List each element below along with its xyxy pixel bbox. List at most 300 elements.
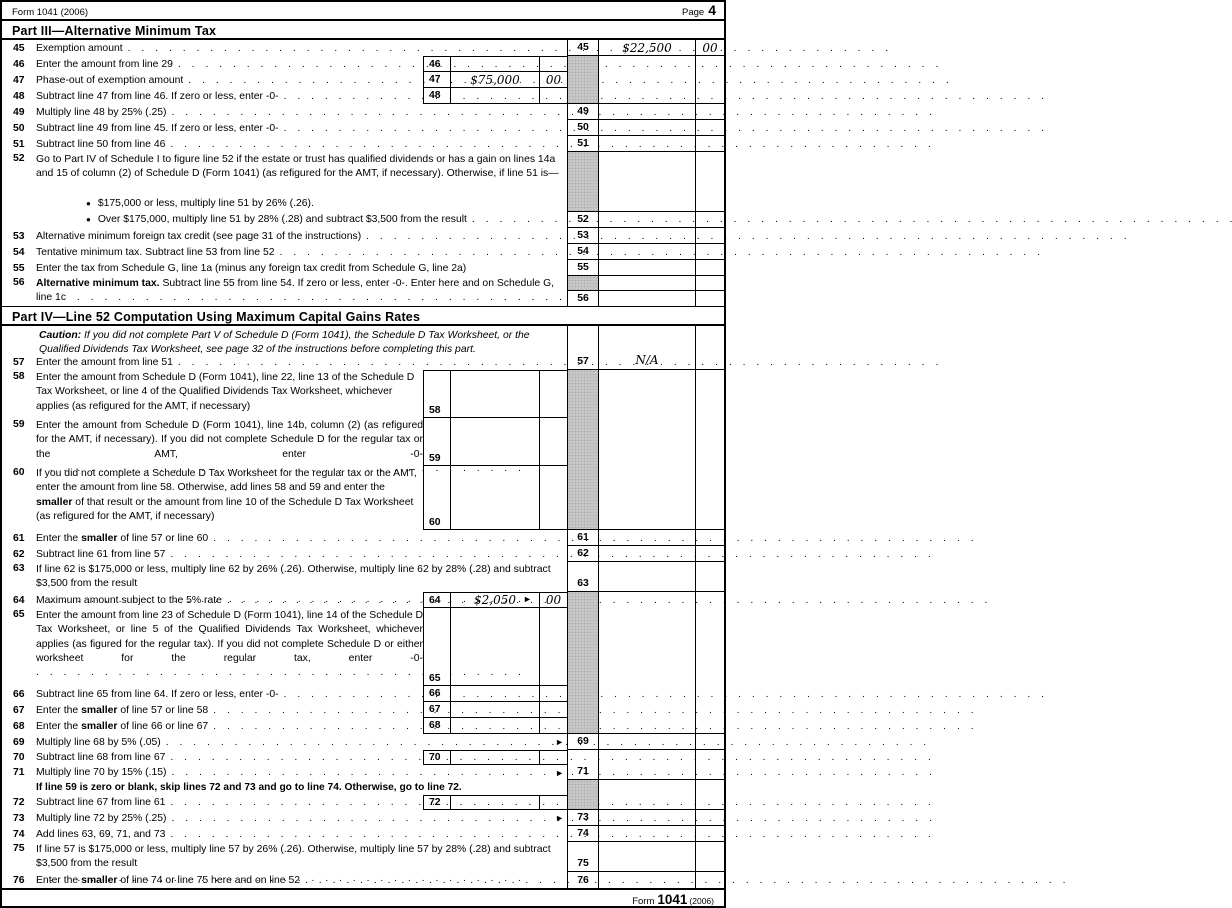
line-number: 63 bbox=[13, 563, 25, 574]
form-line-75 bbox=[2, 842, 567, 872]
part4-title: Part IV—Line 52 Computation Using Maximum Capital Gains Rates bbox=[2, 306, 724, 326]
dot-leader bbox=[300, 875, 567, 886]
right-row bbox=[568, 56, 724, 103]
line-text bbox=[36, 689, 279, 700]
line-73-cents-field[interactable] bbox=[696, 810, 724, 825]
entry-box-number: 46 bbox=[424, 57, 451, 71]
line-62-cents-field[interactable] bbox=[696, 546, 724, 561]
line-51-amount-field[interactable] bbox=[599, 136, 696, 151]
line-text bbox=[36, 91, 279, 102]
text-segment: Enter the amount from Schedule D (Form 1041), line 14b, column (2) (as refigured for the AMT, if necessary). If you did not complete Schedule D for the regular tax or the AMT, enter -0- bbox=[36, 420, 423, 460]
right-entry-cell bbox=[567, 56, 724, 104]
text-segment: Multiply line 48 by 25% (.25) bbox=[36, 106, 167, 118]
line-text bbox=[36, 43, 123, 54]
right-line-number: 73 bbox=[568, 810, 599, 825]
caution-note bbox=[2, 326, 567, 354]
line-text bbox=[36, 276, 567, 306]
line-59-amount-field[interactable] bbox=[451, 418, 540, 465]
text-segment: $175,000 or less, multiply line 51 by 26% (.26). bbox=[97, 197, 314, 209]
dot-leader bbox=[167, 767, 554, 778]
cents-area bbox=[696, 370, 724, 529]
dot-leader bbox=[222, 595, 423, 606]
bullet-icon: ● bbox=[86, 214, 91, 224]
line-text bbox=[36, 263, 466, 274]
right-line-number: 76 bbox=[568, 872, 599, 888]
arrow-icon: ► bbox=[555, 737, 564, 747]
text-segment: smaller bbox=[81, 874, 118, 886]
text-segment: Exemption amount bbox=[36, 42, 123, 54]
line-51-cents-field[interactable] bbox=[696, 136, 724, 151]
right-row bbox=[568, 842, 724, 871]
line-72-amount-field[interactable] bbox=[451, 796, 540, 809]
right-row bbox=[568, 276, 724, 290]
line-56-cents-field[interactable] bbox=[696, 291, 724, 306]
right-row bbox=[568, 211, 724, 227]
right-entry-cell bbox=[567, 326, 724, 370]
dot-leader bbox=[279, 123, 567, 134]
entry-box-line-72 bbox=[423, 795, 567, 810]
right-row bbox=[568, 290, 724, 306]
dot-leader bbox=[467, 214, 567, 225]
line-74-cents-field[interactable] bbox=[696, 826, 724, 841]
cents-area bbox=[696, 152, 724, 211]
entry-box-line-70 bbox=[423, 750, 567, 765]
part4-body bbox=[2, 326, 724, 888]
form-band bbox=[2, 152, 724, 228]
line-58-amount-field[interactable] bbox=[451, 371, 540, 417]
right-row bbox=[568, 592, 724, 733]
text-segment: Phase-out of exemption amount bbox=[36, 74, 184, 86]
text-segment: If you did not complete a Schedule D Tax Worksheet for the regular tax or the AMT, enter the amount from line 58. Otherwise, add lines 58 and 59 and enter the bbox=[36, 468, 417, 494]
footer-form-label: Form bbox=[632, 896, 655, 907]
right-entry-cell bbox=[567, 562, 724, 592]
line-number: 55 bbox=[13, 262, 25, 274]
entry-box-line-65 bbox=[423, 608, 567, 686]
form-line-70 bbox=[2, 750, 567, 765]
line-65-cents-field[interactable] bbox=[540, 608, 567, 685]
text-segment: Subtract line 65 from line 64. If zero or less, enter -0- bbox=[36, 688, 279, 700]
line-number: 73 bbox=[13, 812, 25, 824]
right-row bbox=[568, 826, 724, 841]
cents-area bbox=[696, 780, 724, 809]
dot-leader bbox=[183, 75, 423, 86]
text-segment: Multiply line 70 by 15% (.15) bbox=[36, 767, 167, 778]
right-line-number: 53 bbox=[568, 228, 599, 243]
line-number: 56 bbox=[13, 277, 25, 288]
line-58-cents-field[interactable] bbox=[540, 371, 567, 417]
line-66-cents-field[interactable] bbox=[540, 686, 567, 701]
text-segment: Multiply line 72 by 25% (.25) bbox=[36, 812, 167, 824]
amount-area bbox=[599, 56, 696, 103]
line-47-cents-field[interactable]: 00 bbox=[545, 72, 562, 87]
line-48-amount-field[interactable] bbox=[451, 88, 540, 103]
line-70-cents-field[interactable] bbox=[540, 751, 567, 764]
text-segment: of line 74 or line 75 here and on line 52 bbox=[117, 874, 301, 886]
line-text bbox=[36, 721, 208, 732]
entry-box-line-59 bbox=[423, 418, 567, 466]
entry-box-line-60 bbox=[423, 466, 567, 530]
entry-box-number: 58 bbox=[424, 371, 451, 417]
rows-area bbox=[2, 546, 567, 562]
dot-leader bbox=[167, 813, 554, 824]
line-text bbox=[36, 737, 161, 748]
line-56-amount-field[interactable] bbox=[599, 291, 696, 306]
arrow-icon: ► bbox=[522, 593, 532, 604]
line-number: 75 bbox=[13, 843, 25, 854]
bullet-row bbox=[2, 196, 567, 210]
page-header bbox=[2, 2, 724, 21]
rows-area bbox=[2, 872, 567, 888]
form-line-58 bbox=[2, 370, 567, 418]
rows-area bbox=[2, 136, 567, 152]
line-text bbox=[36, 829, 165, 840]
form-band bbox=[2, 244, 724, 260]
right-row bbox=[568, 872, 724, 888]
text-segment: Enter the amount from line 51 bbox=[36, 356, 173, 368]
text-segment: of line 57 or line 58 bbox=[117, 704, 209, 716]
right-entry-cell bbox=[567, 120, 724, 136]
line-62-amount-field[interactable] bbox=[599, 546, 696, 561]
right-line-number: 52 bbox=[568, 212, 599, 227]
form-line-45 bbox=[2, 40, 567, 56]
line-45-amount-field[interactable]: $22,500 bbox=[599, 40, 696, 55]
form-band bbox=[2, 872, 724, 888]
right-entry-cell bbox=[567, 546, 724, 562]
line-49-cents-field[interactable] bbox=[696, 104, 724, 119]
line-63-cents-field[interactable] bbox=[696, 562, 724, 591]
form-band bbox=[2, 592, 724, 734]
right-entry-cell bbox=[567, 780, 724, 810]
right-row bbox=[568, 228, 724, 243]
text-segment: Subtract line 50 from line 46 bbox=[36, 138, 166, 150]
rows-area bbox=[2, 370, 567, 530]
shaded-cell bbox=[568, 276, 599, 290]
cents-area bbox=[696, 56, 724, 103]
right-entry-cell bbox=[567, 152, 724, 228]
right-row bbox=[568, 104, 724, 119]
text-segment: If line 62 is $175,000 or less, multiply line 62 by 26% (.26). Otherwise, multiply line 62 by 28% (.28) and subtract $3,500 from the result bbox=[36, 564, 551, 590]
line-text bbox=[36, 705, 208, 716]
line-47-amount-field[interactable]: $75,000 bbox=[451, 72, 540, 87]
right-entry-cell bbox=[567, 136, 724, 152]
right-line-number: 74 bbox=[568, 826, 599, 841]
right-line-number: 57 bbox=[568, 326, 599, 369]
dot-leader bbox=[279, 689, 423, 700]
line-text bbox=[36, 466, 423, 524]
line-number: 69 bbox=[13, 736, 25, 748]
shaded-cell bbox=[568, 592, 599, 733]
form-band bbox=[2, 546, 724, 562]
line-55-amount-field[interactable] bbox=[599, 260, 696, 275]
line-72-cents-field[interactable] bbox=[540, 796, 567, 809]
right-entry-cell bbox=[567, 260, 724, 276]
line-64-amount-field[interactable]: $2,050 bbox=[451, 593, 540, 607]
line-65-amount-field[interactable] bbox=[451, 608, 540, 685]
line-69-cents-field[interactable] bbox=[696, 734, 724, 749]
line-76-cents-field[interactable] bbox=[696, 872, 724, 888]
page-number: 4 bbox=[708, 2, 716, 18]
text-segment: Alternative minimum tax. bbox=[36, 278, 160, 289]
line-57-cents-field[interactable] bbox=[696, 326, 724, 369]
line-74-amount-field[interactable] bbox=[599, 826, 696, 841]
dot-leader bbox=[173, 59, 423, 70]
dot-leader bbox=[275, 247, 567, 258]
right-row bbox=[568, 244, 724, 259]
entry-box-line-66 bbox=[423, 686, 567, 702]
form-line-73 bbox=[2, 810, 567, 826]
line-number: 49 bbox=[13, 106, 25, 118]
line-text bbox=[36, 875, 300, 886]
line-71-amount-field[interactable] bbox=[599, 750, 696, 779]
arrow-icon: ► bbox=[555, 767, 564, 778]
text-segment: Alternative minimum foreign tax credit (see page 31 of the instructions) bbox=[36, 230, 362, 242]
note-text bbox=[36, 782, 462, 793]
line-57-amount-field[interactable]: N/A bbox=[599, 326, 696, 369]
text-segment: Over $175,000, multiply line 51 by 28% (.28) and subtract $3,500 from the result bbox=[97, 213, 467, 225]
dot-leader bbox=[165, 829, 567, 840]
dot-leader bbox=[361, 231, 567, 242]
dot-leader bbox=[123, 43, 567, 54]
right-entry-cell bbox=[567, 826, 724, 842]
cents-area bbox=[696, 592, 724, 733]
rows-area bbox=[2, 780, 567, 810]
text-segment: smaller bbox=[81, 720, 118, 732]
entry-box-number: 60 bbox=[424, 466, 451, 529]
right-entry-cell bbox=[567, 530, 724, 546]
line-69-amount-field[interactable] bbox=[599, 734, 696, 749]
line-text bbox=[36, 813, 167, 824]
line-49-amount-field[interactable] bbox=[599, 104, 696, 119]
footer-form-year: (2006) bbox=[689, 896, 714, 906]
rows-area bbox=[2, 734, 567, 750]
line-54-amount-field[interactable] bbox=[599, 244, 696, 259]
line-67-cents-field[interactable] bbox=[540, 702, 567, 717]
form-line-48 bbox=[2, 88, 567, 104]
right-row bbox=[568, 734, 724, 749]
line-68-cents-field[interactable] bbox=[540, 718, 567, 733]
line-number: 51 bbox=[13, 138, 25, 150]
amount-area bbox=[599, 780, 696, 809]
right-line-number: 55 bbox=[568, 260, 599, 275]
line-number: 64 bbox=[13, 594, 25, 606]
line-number: 65 bbox=[13, 609, 25, 620]
right-row bbox=[568, 370, 724, 529]
text-segment: Subtract line 67 from line 61 bbox=[36, 797, 166, 808]
dot-leader bbox=[167, 107, 567, 118]
line-60-cents-field[interactable] bbox=[540, 466, 567, 529]
shaded-cell bbox=[568, 370, 599, 529]
line-75-amount-field[interactable] bbox=[599, 842, 696, 871]
line-text bbox=[36, 767, 167, 778]
shaded-cell bbox=[568, 56, 599, 103]
text-segment: Maximum amount subject to the 5% rate bbox=[36, 594, 222, 606]
line-68-amount-field[interactable] bbox=[451, 718, 540, 733]
line-55-cents-field[interactable] bbox=[696, 260, 724, 275]
right-entry-cell bbox=[567, 842, 724, 872]
line-number: 59 bbox=[13, 419, 25, 430]
part3-body bbox=[2, 40, 724, 306]
form-line-64 bbox=[2, 592, 567, 608]
line-67-amount-field[interactable] bbox=[451, 702, 540, 717]
line-60-amount-field[interactable] bbox=[451, 466, 540, 529]
right-line-number: 71 bbox=[568, 750, 599, 779]
text-segment: of that result or the amount from line 10 of the Schedule D Tax Worksheet (as refigured for the AMT, if necessary) bbox=[36, 496, 414, 522]
line-number: 72 bbox=[13, 797, 25, 808]
line-text bbox=[36, 247, 275, 258]
page-label: Page bbox=[682, 7, 705, 18]
entry-box-line-64 bbox=[423, 592, 567, 608]
line-54-cents-field[interactable] bbox=[696, 244, 724, 259]
line-46-cents-field[interactable] bbox=[540, 57, 567, 71]
right-line-number: 75 bbox=[568, 842, 599, 871]
text-segment: Enter the amount from Schedule D (Form 1041), line 22, line 13 of the Schedule D Tax Worksheet, or line 4 of the Qualified Dividends Tax Worksheet, whichever applies (as refigured for the AMT, if necessary) bbox=[36, 372, 415, 412]
rows-area bbox=[2, 244, 567, 260]
form-line-76 bbox=[2, 872, 567, 888]
line-59-cents-field[interactable] bbox=[540, 418, 567, 465]
rows-area bbox=[2, 40, 567, 56]
form-line-57 bbox=[2, 354, 567, 370]
line-73-amount-field[interactable] bbox=[599, 810, 696, 825]
right-line-number: 49 bbox=[568, 104, 599, 119]
right-entry-cell bbox=[567, 244, 724, 260]
line-75-cents-field[interactable] bbox=[696, 842, 724, 871]
right-line-number: 51 bbox=[568, 136, 599, 151]
text-segment: of line 57 or line 60 bbox=[117, 532, 209, 544]
line-number: 57 bbox=[13, 356, 25, 368]
entry-box-number: 67 bbox=[424, 702, 451, 717]
line-text bbox=[36, 595, 222, 606]
right-entry-cell bbox=[567, 104, 724, 120]
line-50-cents-field[interactable] bbox=[696, 120, 724, 135]
line-text bbox=[36, 231, 361, 242]
form-line-69 bbox=[2, 734, 567, 750]
line-text bbox=[36, 75, 183, 86]
right-line-number: 69 bbox=[568, 734, 599, 749]
line-52-amount-field[interactable] bbox=[599, 212, 696, 227]
form-line-66 bbox=[2, 686, 567, 702]
line-number: 70 bbox=[13, 752, 25, 763]
dot-leader bbox=[161, 737, 553, 748]
form-band bbox=[2, 260, 724, 276]
line-48-cents-field[interactable] bbox=[540, 88, 567, 103]
line-66-amount-field[interactable] bbox=[451, 686, 540, 701]
footer-form-number: 1041 bbox=[657, 892, 688, 907]
right-line-number: 62 bbox=[568, 546, 599, 561]
line-45-cents-field[interactable]: 00 bbox=[702, 40, 718, 55]
text-segment: Enter the bbox=[36, 532, 82, 544]
line-number: 46 bbox=[13, 58, 25, 70]
line-61-cents-field[interactable] bbox=[696, 530, 724, 545]
line-number: 71 bbox=[13, 767, 25, 778]
form-band bbox=[2, 120, 724, 136]
line-number: 66 bbox=[13, 688, 25, 700]
text-segment: Tentative minimum tax. Subtract line 53 from line 52 bbox=[36, 246, 275, 258]
right-row bbox=[568, 326, 724, 369]
form-band bbox=[2, 530, 724, 546]
rows-area bbox=[2, 104, 567, 120]
form-line-46 bbox=[2, 56, 567, 72]
line-70-amount-field[interactable] bbox=[451, 751, 540, 764]
arrow-icon: ► bbox=[555, 813, 564, 823]
form-line-53 bbox=[2, 228, 567, 244]
line-46-amount-field[interactable] bbox=[451, 57, 540, 71]
line-number: 61 bbox=[13, 532, 25, 544]
line-61-amount-field[interactable] bbox=[599, 530, 696, 545]
line-64-cents-field[interactable]: 00 bbox=[545, 593, 562, 607]
form-line-60 bbox=[2, 466, 567, 530]
line-53-amount-field[interactable] bbox=[599, 228, 696, 243]
line-text bbox=[36, 608, 423, 680]
form-band bbox=[2, 780, 724, 810]
form-line-65 bbox=[2, 608, 567, 686]
right-row bbox=[568, 136, 724, 151]
right-row bbox=[568, 120, 724, 135]
entry-box-number: 64 bbox=[424, 593, 451, 607]
rows-area bbox=[2, 152, 567, 228]
rows-area bbox=[2, 810, 567, 826]
rows-area bbox=[2, 842, 567, 872]
dot-leader bbox=[165, 797, 423, 808]
caution-text: If you did not complete Part V of Schedule D (Form 1041), the Schedule D Tax Worksheet, or the Qualified Dividends Tax Worksheet, see page 32 of the instructions before completing this part. bbox=[39, 330, 530, 356]
line-number: 47 bbox=[13, 74, 25, 86]
right-entry-cell bbox=[567, 40, 724, 56]
right-row bbox=[568, 546, 724, 561]
right-entry-cell bbox=[567, 810, 724, 826]
text-segment: Enter the bbox=[36, 874, 82, 886]
rows-area bbox=[2, 326, 567, 370]
right-entry-cell bbox=[567, 370, 724, 530]
entry-box-number: 68 bbox=[424, 718, 451, 733]
right-line-number: 45 bbox=[568, 40, 599, 55]
line-76-amount-field[interactable] bbox=[599, 872, 696, 888]
page-indicator bbox=[682, 2, 716, 18]
entry-box-line-67 bbox=[423, 702, 567, 718]
right-entry-cell bbox=[567, 750, 724, 780]
line-71-cents-field[interactable] bbox=[696, 750, 724, 779]
dot-leader bbox=[208, 705, 423, 716]
text-segment: of line 66 or line 67 bbox=[117, 720, 209, 732]
dot-leader bbox=[279, 91, 423, 102]
text-segment: smaller bbox=[36, 496, 73, 508]
right-row bbox=[568, 530, 724, 545]
line-number: 60 bbox=[13, 467, 25, 478]
line-number: 74 bbox=[13, 828, 25, 840]
line-text bbox=[36, 152, 567, 182]
right-entry-cell bbox=[567, 228, 724, 244]
form-band bbox=[2, 810, 724, 826]
bullet-text bbox=[98, 214, 467, 225]
text-segment: Go to Part IV of Schedule I to figure line 52 if the estate or trust has qualified dividends or has a gain on lines 14a and 15 of column (2) of Schedule D (Form 1041) (as refigured for the AMT, if necessary). Otherwise, if line 51 is— bbox=[36, 154, 559, 180]
text-segment: Subtract line 68 from line 67 bbox=[36, 752, 166, 763]
line-53-cents-field[interactable] bbox=[696, 228, 724, 243]
line-50-amount-field[interactable] bbox=[599, 120, 696, 135]
rows-area bbox=[2, 56, 567, 104]
line-text bbox=[36, 797, 165, 808]
form-band bbox=[2, 56, 724, 104]
form-band bbox=[2, 228, 724, 244]
amount-area bbox=[599, 276, 696, 290]
form-line-56 bbox=[2, 276, 567, 306]
text-segment: If line 59 is zero or blank, skip lines 72 and 73 and go to line 74. Otherwise, go to line 72. bbox=[36, 782, 462, 793]
right-line-number: 61 bbox=[568, 530, 599, 545]
line-63-amount-field[interactable] bbox=[599, 562, 696, 591]
entry-box-number: 65 bbox=[424, 608, 451, 685]
line-number: 54 bbox=[13, 246, 25, 258]
rows-area bbox=[2, 530, 567, 546]
line-52-cents-field[interactable] bbox=[696, 212, 724, 227]
caution-label: Caution: bbox=[39, 330, 82, 341]
text-segment: Subtract line 55 from line 54. If zero or less, enter -0-. Enter here and on Schedule G, line 1c bbox=[36, 278, 555, 304]
